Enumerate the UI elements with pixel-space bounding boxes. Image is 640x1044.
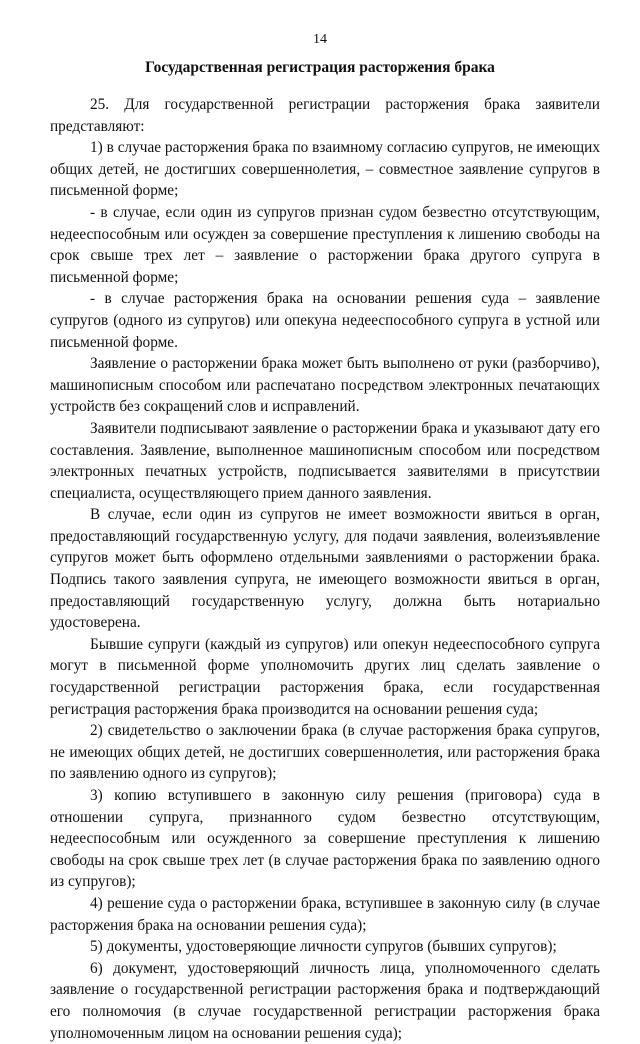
paragraph-item-6: 6) документ, удостоверяющий личность лица, уполномоченного сделать заявление о государственной регистрации расторжения брака и подтверждающий его полномочия (в случае государственной регистрации расторжения брака уполномоченным лицом на основании решения суда); xyxy=(50,959,600,1042)
paragraph-item-2: 2) свидетельство о заключении брака (в случае расторжения брака супругов, не имеющих общих детей, не достигших совершеннолетия, или расторжения брака по заявлению одного из супругов); xyxy=(50,722,600,783)
paragraph-signature: Заявители подписывают заявление о расторжении брака и указывают дату его составления. Заявление, выполненное машинописным способом или посредством электронных печатных устройств, подписывается заявителями в присутствии специалиста, осуществляющего прием данного заявления. xyxy=(50,419,600,502)
paragraph-item-5: 5) документы, удостоверяющие личности супругов (бывших супругов); xyxy=(90,938,557,956)
paragraph-item-1-court-decision: - в случае расторжения брака на основании решения суда – заявление супругов (одного из супругов) или опекуна недееспособного супруга в устной или письменной форме. xyxy=(50,290,600,351)
paragraph-item-1: 1) в случае расторжения брака по взаимному согласию супругов, не имеющих общих детей, не достигших совершеннолетия, – совместное заявление супругов в письменной форме; xyxy=(50,139,600,200)
paragraph-item-4: 4) решение суда о расторжении брака, вступившее в законную силу (в случае расторжения брака на основании решения суда); xyxy=(50,894,600,934)
section-title: Государственная регистрация расторжения брака xyxy=(145,59,495,76)
paragraph-25-intro: 25. Для государственной регистрации расторжения брака заявители представляют: xyxy=(50,96,600,135)
page-number: 14 xyxy=(313,32,327,47)
paragraph-proxy: Бывшие супруги (каждый из супругов) или опекун недееспособного супруга могут в письменной форме уполномочить других лиц сделать заявление о государственной регистрации расторжения брака, если государственная регистрация расторжения брака производится на основании решения суда; xyxy=(50,635,600,718)
paragraph-item-3: 3) копию вступившего в законную силу решения (приговора) суда в отношении супруга, признанного судом безвестно отсутствующим, недееспособным или осужденного за совершение преступления к лишению свободы на срок свыше трех лет (в случае расторжения брака по заявлению одного из супругов); xyxy=(50,787,600,891)
paragraph-form-requirements: Заявление о расторжении брака может быть выполнено от руки (разборчиво), машинописным способом или распечатано посредством электронных печатающих устройств без сокращений слов и исправлений. xyxy=(50,355,600,416)
document-body xyxy=(50,94,600,1044)
paragraph-separate-applications: В случае, если один из супругов не имеет возможности явиться в орган, предоставляющий государственную услугу, для подачи заявления, волеизъявление супругов может быть оформлено отдельными заявлениями о расторжении брака. Подпись такого заявления супруга, не имеющего возможности явиться в орган, предоставляющий государственную услугу, должна быть нотариально удостоверена. xyxy=(50,506,600,632)
paragraph-item-1-absent-spouse: - в случае, если один из супругов признан судом безвестно отсутствующим, недееспособным или осужден за совершение преступления к лишению свободы на срок свыше трех лет – заявление о расторжении брака другого супруга в письменной форме; xyxy=(50,203,600,286)
